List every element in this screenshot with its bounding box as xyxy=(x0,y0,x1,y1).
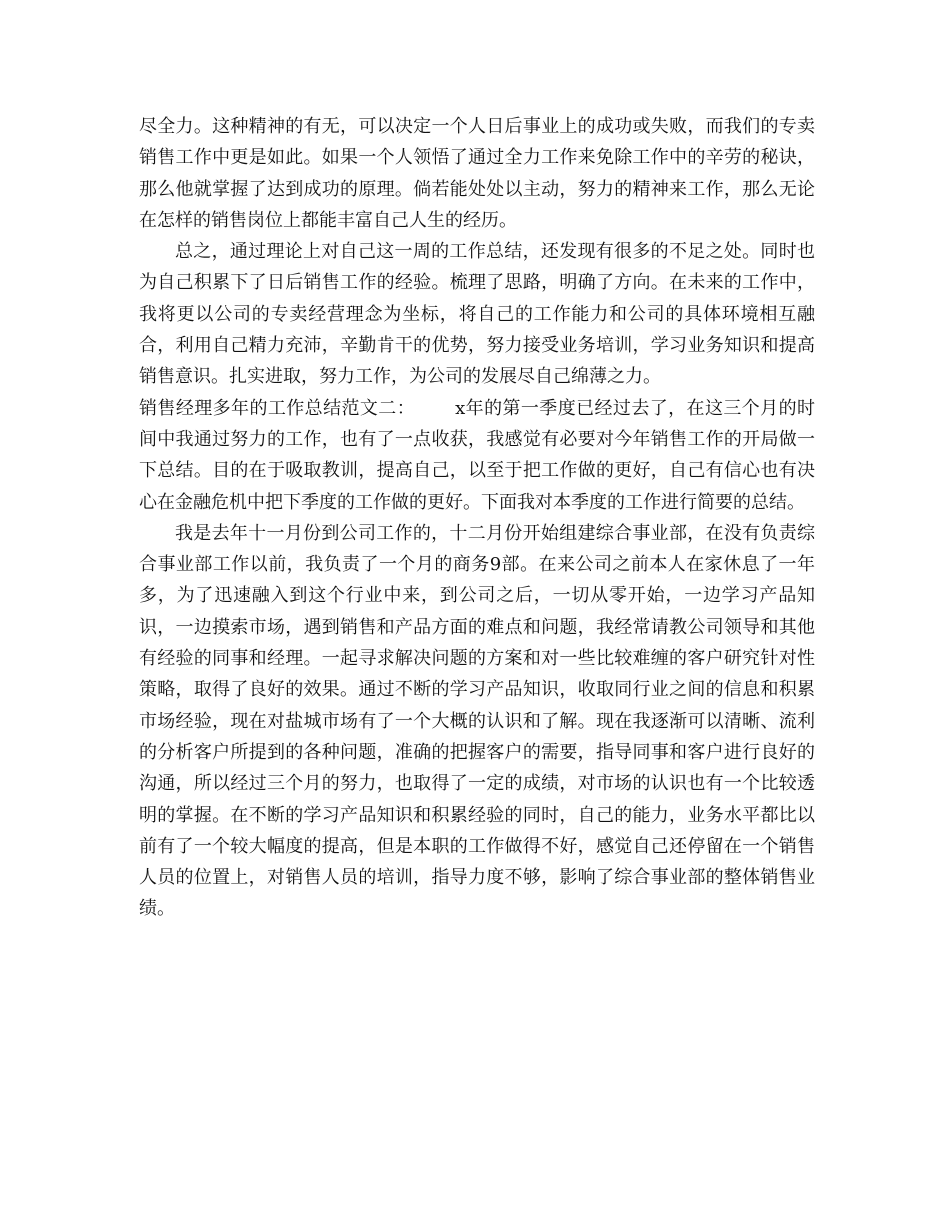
section-paragraph xyxy=(139,393,815,518)
section-intro: x年的第一季度已经过去了，在这三个月的时间中我通过努力的工作，也有了一点收获，我感觉有必要对今年销售工作的开局做一下总结。目的在于吸取教训，提高自己，以至于把工作做的更好，自己有信心也有决心在金融危机中把下季度的工作做的更好。下面我对本季度的工作进行简要的总结。 xyxy=(139,397,815,513)
paragraph-summary: 总之，通过理论上对自己这一周的工作总结，还发现有很多的不足之处。同时也为自己积累下了日后销售工作的经验。梳理了思路，明确了方向。在未来的工作中，我将更以公司的专卖经营理念为坐标，将自己的工作能力和公司的具体环境相互融合，利用自己精力充沛，辛勤肯干的优势，努力接受业务培训，学习业务知识和提高销售意识。扎实进取，努力工作，为公司的发展尽自己绵薄之力。 xyxy=(139,241,815,388)
document-body xyxy=(139,111,815,925)
paragraph-continuation: 尽全力。这种精神的有无，可以决定一个人日后事业上的成功或失败，而我们的专卖销售工作中更是如此。如果一个人领悟了通过全力工作来免除工作中的辛劳的秘诀，那么他就掌握了达到成功的原理。倘若能处处以主动，努力的精神来工作，那么无论在怎样的销售岗位上都能丰富自己人生的经历。 xyxy=(139,116,815,231)
paragraph-closing: 我是去年十一月份到公司工作的，十二月份开始组建综合事业部，在没有负责综合事业部工作以前，我负责了一个月的商务9部。在来公司之前本人在家休息了一年多，为了迅速融入到这个行业中来，到公司之后，一切从零开始，一边学习产品知识，一边摸索市场，遇到销售和产品方面的难点和问题，我经常请教公司领导和其他有经验的同事和经理。一起寻求解决问题的方案和对一些比较难缠的客户研究针对性策略，取得了良好的效果。通过不断的学习产品知识，收取同行业之间的信息和积累市场经验，现在对盐城市场有了一个大概的认识和了解。现在我逐渐可以清晰、流利的分析客户所提到的各种问题，准确的把握客户的需要，指导同事和客户进行良好的沟通，所以经过三个月的努力，也取得了一定的成绩，对市场的认识也有一个比较透明的掌握。在不断的学习产品知识和积累经验的同时，自己的能力，业务水平都比以前有了一个较大幅度的提高，但是本职的工作做得不好，感觉自己还停留在一个销售人员的位置上，对销售人员的培训，指导力度不够，影响了综合事业部的整体销售业绩。 xyxy=(139,522,815,920)
section-title: 销售经理多年的工作总结范文二： xyxy=(139,397,416,419)
